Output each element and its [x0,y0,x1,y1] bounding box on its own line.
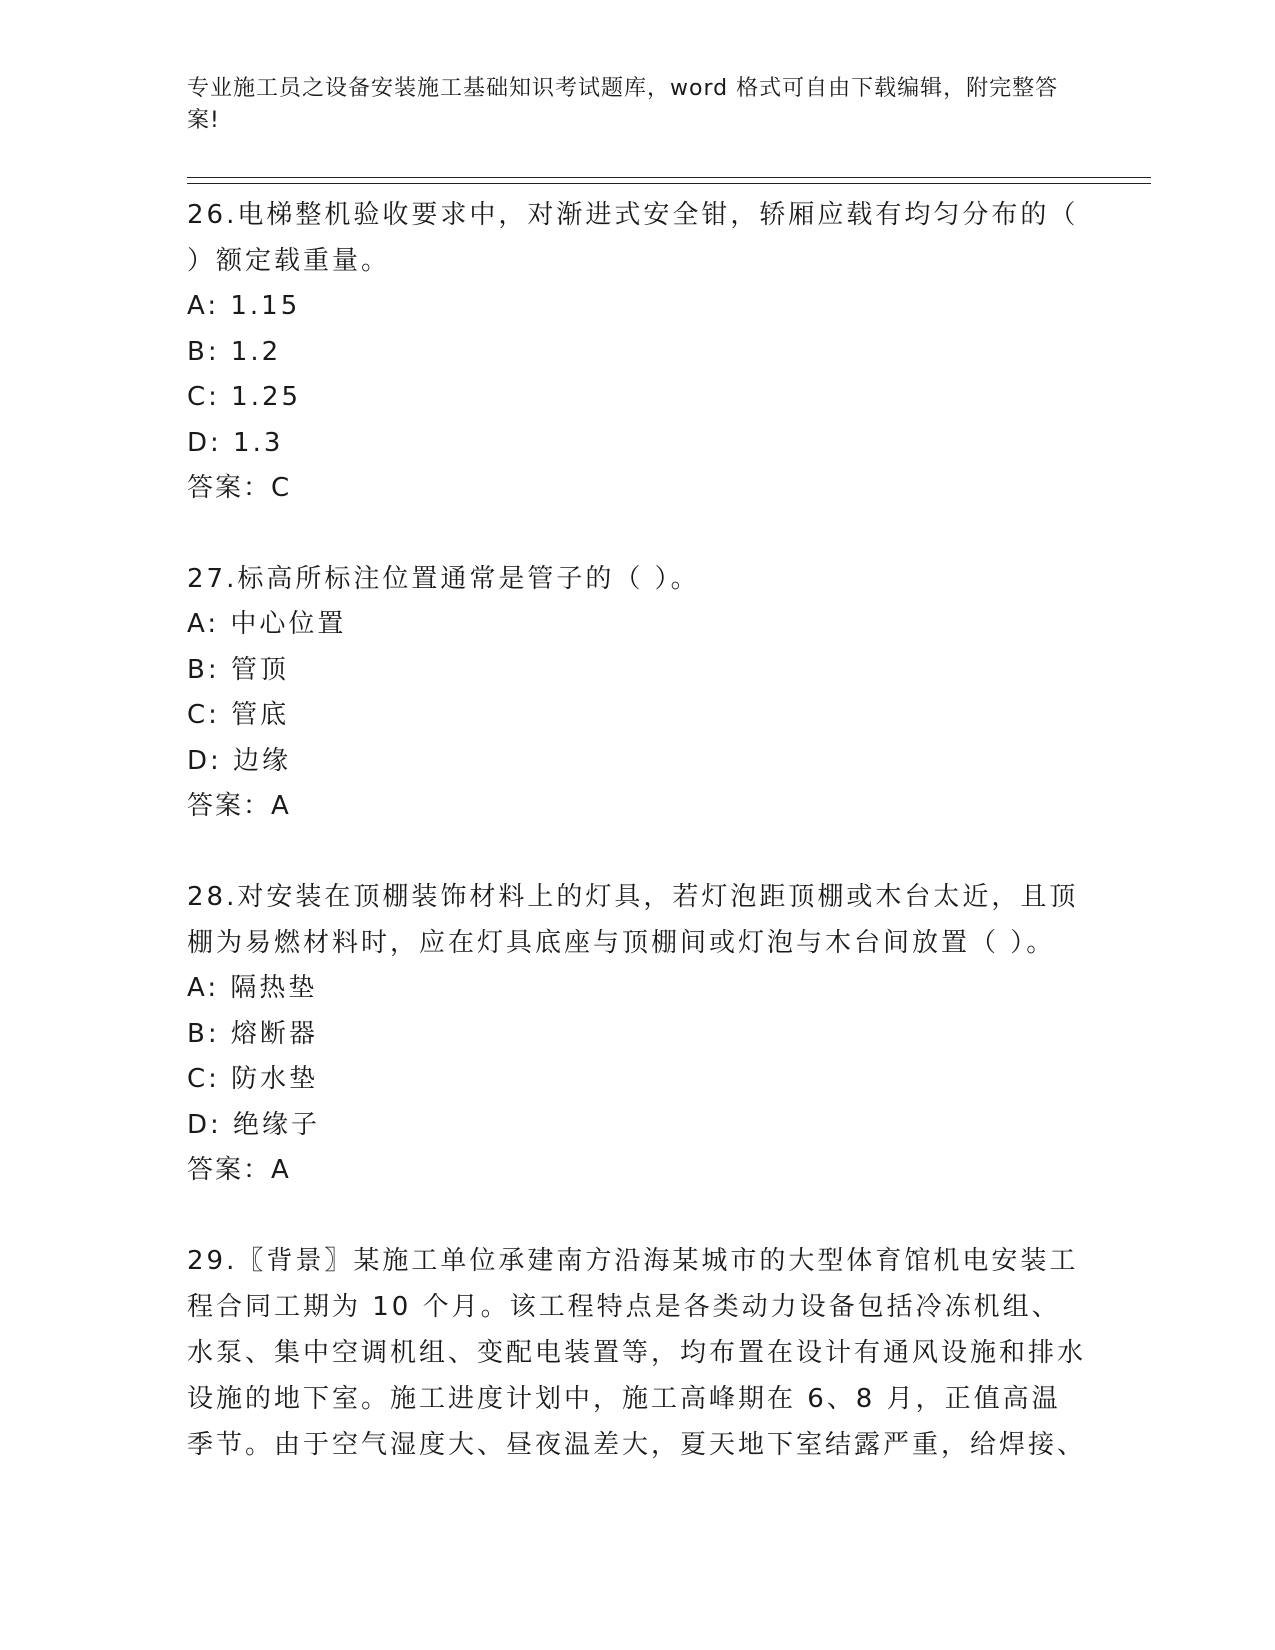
question-27 [187,556,1087,829]
answer-line: 答案：A [187,791,291,821]
question-29 [187,1238,1087,1468]
option-b: B: 管顶 [187,654,289,685]
option-d: D: 绝缘子 [187,1109,321,1140]
option-b: B: 熔断器 [187,1018,318,1049]
option-c: C: 1.25 [187,382,302,412]
option-a: A: 1.15 [187,291,301,321]
option-d: D: 1.3 [187,427,284,458]
question-stem: 27.标高所标注位置通常是管子的（ ）。 [187,564,700,594]
question-list [187,192,1087,1468]
header-divider-top [187,177,1151,178]
option-c: C: 防水垫 [187,1064,319,1094]
question-spacer [187,511,1087,556]
option-b: B: 1.2 [187,336,282,367]
question-stem: 28.对安装在顶棚装饰材料上的灯具，若灯泡距顶棚或木台太近，且顶棚为易燃材料时，应在灯具底座与顶棚间或灯泡与木台间放置（ ）。 [187,882,1079,958]
document-header: 专业施工员之设备安装施工基础知识考试题库，word 格式可自由下载编辑，附完整答案! [187,76,1059,133]
option-d: D: 边缘 [187,745,292,776]
option-a: A: 中心位置 [187,609,347,639]
question-26 [187,192,1087,511]
question-28 [187,874,1087,1193]
header-divider-bottom [187,183,1151,184]
option-c: C: 管底 [187,700,290,730]
question-stem: 26.电梯整机验收要求中，对渐进式安全钳，轿厢应载有均匀分布的（ ）额定载重量。 [187,200,1079,276]
answer-line: 答案：C [187,473,292,503]
option-a: A: 隔热垫 [187,973,318,1003]
answer-line: 答案：A [187,1155,291,1185]
question-stem: 29.〖背景〗某施工单位承建南方沿海某城市的大型体育馆机电安装工程合同工期为 10 个月。该工程特点是各类动力设备包括冷冻机组、水泵、集中空调机组、变配电装置等，均布置在设计有通风设施和排水设施的地下室。施工进度计划中，施工高峰期在 6、8 月，正值高温季节。由于空气湿度大、昼夜温差大，夏天地下室结露严重，给焊接、 [187,1246,1087,1460]
question-spacer [187,829,1087,874]
question-spacer [187,1193,1087,1238]
